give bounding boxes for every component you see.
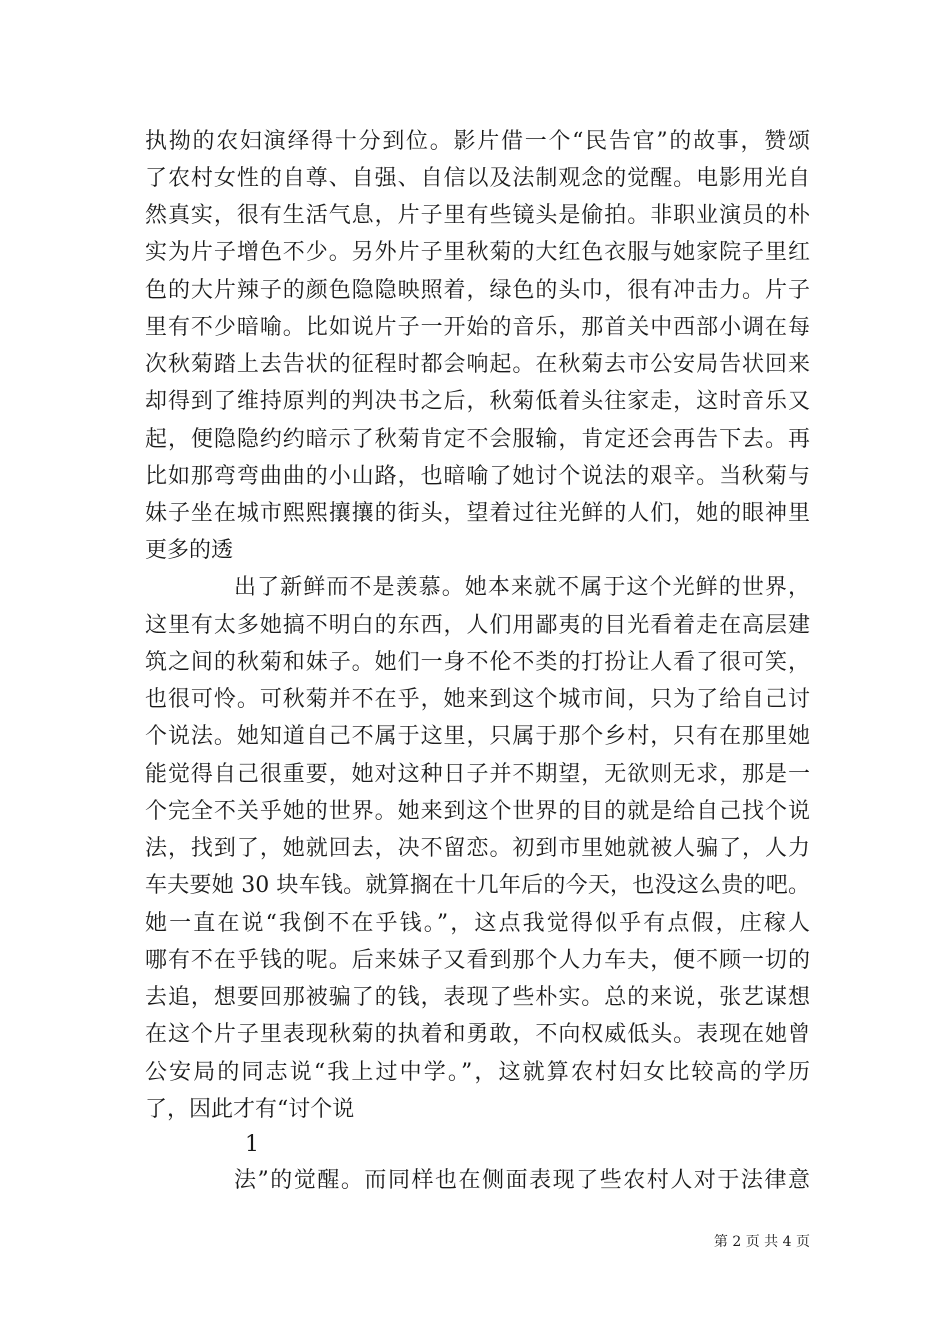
text-line: 次秋菊踏上去告状的征程时都会响起。在秋菊去市公安局告状回来 (145, 352, 810, 377)
text-line: 能觉得自己很重要，她对这种日子并不期望，无欲则无求，那是一 (145, 762, 810, 787)
text-line: 然真实，很有生活气息，片子里有些镜头是偷拍。非职业演员的朴 (145, 203, 810, 228)
text-line: 她一直在说“我倒不在乎钱。”，这点我觉得似乎有点假，庄稼人 (145, 911, 810, 936)
text-line: 筑之间的秋菊和妹子。她们一身不伦不类的打扮让人看了很可笑， (145, 650, 810, 675)
text-line: 却得到了维持原判的判决书之后，秋菊低着头往家走，这时音乐又 (145, 389, 810, 414)
text-line: 了农村女性的自尊、自强、自信以及法制观念的觉醒。电影用光自 (145, 166, 810, 191)
text-line: 去追，想要回那被骗了的钱，表现了些朴实。总的来说，张艺谋想 (145, 985, 810, 1010)
page-footer: 第 2 页 共 4 页 (713, 1234, 810, 1250)
text-line: 个说法。她知道自己不属于这里，只属于那个乡村，只有在那里她 (145, 724, 810, 749)
page-number: 1 (245, 1132, 259, 1157)
text-line: 妹子坐在城市熙熙攘攘的街头，望着过往光鲜的人们，她的眼神里 (145, 501, 810, 526)
text-line: 在这个片子里表现秋菊的执着和勇敢，不向权威低头。表现在她曾 (145, 1022, 810, 1047)
text-line: 车夫要她 30 块车钱。就算搁在十几年后的今天，也没这么贵的吧。 (145, 873, 810, 898)
text-line: 法，找到了，她就回去，决不留恋。初到市里她就被人骗了，人力 (145, 836, 810, 861)
text-line: 这里有太多她搞不明白的东西，人们用鄙夷的目光看着走在高层建 (145, 613, 810, 638)
text-line: 公安局的同志说“我上过中学。”，这就算农村妇女比较高的学历 (145, 1060, 810, 1085)
text-line: 执拗的农妇演绎得十分到位。影片借一个“民告官”的故事，赞颂 (145, 129, 810, 154)
text-line: 实为片子增色不少。另外片子里秋菊的大红色衣服与她家院子里红 (145, 240, 810, 265)
text-line: 也很可怜。可秋菊并不在乎，她来到这个城市间，只为了给自己讨 (145, 687, 810, 712)
text-line: 哪有不在乎钱的呢。后来妹子又看到那个人力车夫，便不顾一切的 (145, 948, 810, 973)
text-line: 个完全不关乎她的世界。她来到这个世界的目的就是给自己找个说 (145, 799, 810, 824)
text-line: 起，便隐隐约约暗示了秋菊肯定不会服输，肯定还会再告下去。再 (145, 427, 810, 452)
text-line-indented: 出了新鲜而不是羡慕。她本来就不属于这个光鲜的世界， (234, 575, 810, 600)
text-line: 色的大片辣子的颜色隐隐映照着，绿色的头巾，很有冲击力。片子 (145, 278, 810, 303)
text-line: 更多的透 (145, 538, 234, 563)
text-line: 比如那弯弯曲曲的小山路，也暗喻了她讨个说法的艰辛。当秋菊与 (145, 464, 810, 489)
text-line: 里有不少暗喻。比如说片子一开始的音乐，那首关中西部小调在每 (145, 315, 810, 340)
text-line-indented: 法”的觉醒。而同样也在侧面表现了些农村人对于法律意 (234, 1168, 810, 1193)
text-line: 了，因此才有“讨个说 (145, 1097, 355, 1122)
